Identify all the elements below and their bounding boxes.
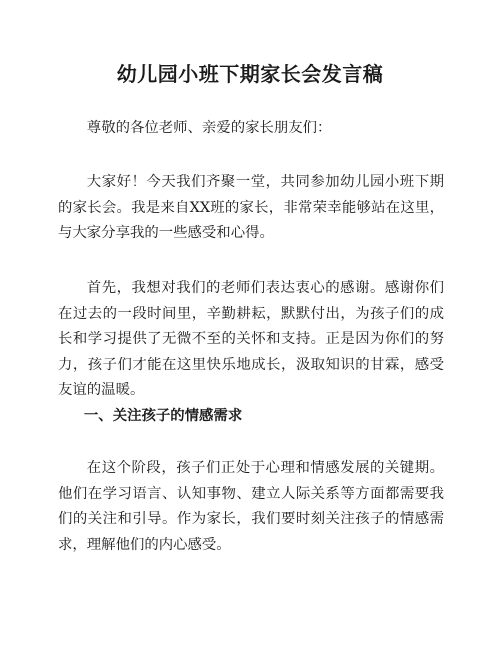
greeting-paragraph: 尊敬的各位老师、亲爱的家长朋友们： [86,120,332,136]
thanks-paragraph: 首先，我想对我们的老师们表达衷心的感谢。感谢你们在过去的一段时间里，辛勤耕耘，默默付出，为孩子们的成长和学习提供了无微不至的关怀和支持。正是因为你们的努力，孩子们才能在这里快乐地成长，汲取知识的甘霖，感受友谊的温暖。 [58,280,444,398]
document-title: 幼儿园小班下期家长会发言稿 [116,62,384,86]
intro-paragraph: 大家好！今天我们齐聚一堂，共同参加幼儿园小班下期的家长会。我是来自XX班的家长，非常荣幸能够站在这里，与大家分享我的一些感受和心得。 [58,174,444,241]
section-body-emotional-needs: 在这个阶段，孩子们正处于心理和情感发展的关键期。他们在学习语言、认知事物、建立人际关系等方面都需要我们的关注和引导。作为家长，我们要时刻关注孩子的情感需求，理解他们的内心感受。 [58,460,444,553]
section-heading-emotional-needs: 一、关注孩子的情感需求 [83,408,243,424]
